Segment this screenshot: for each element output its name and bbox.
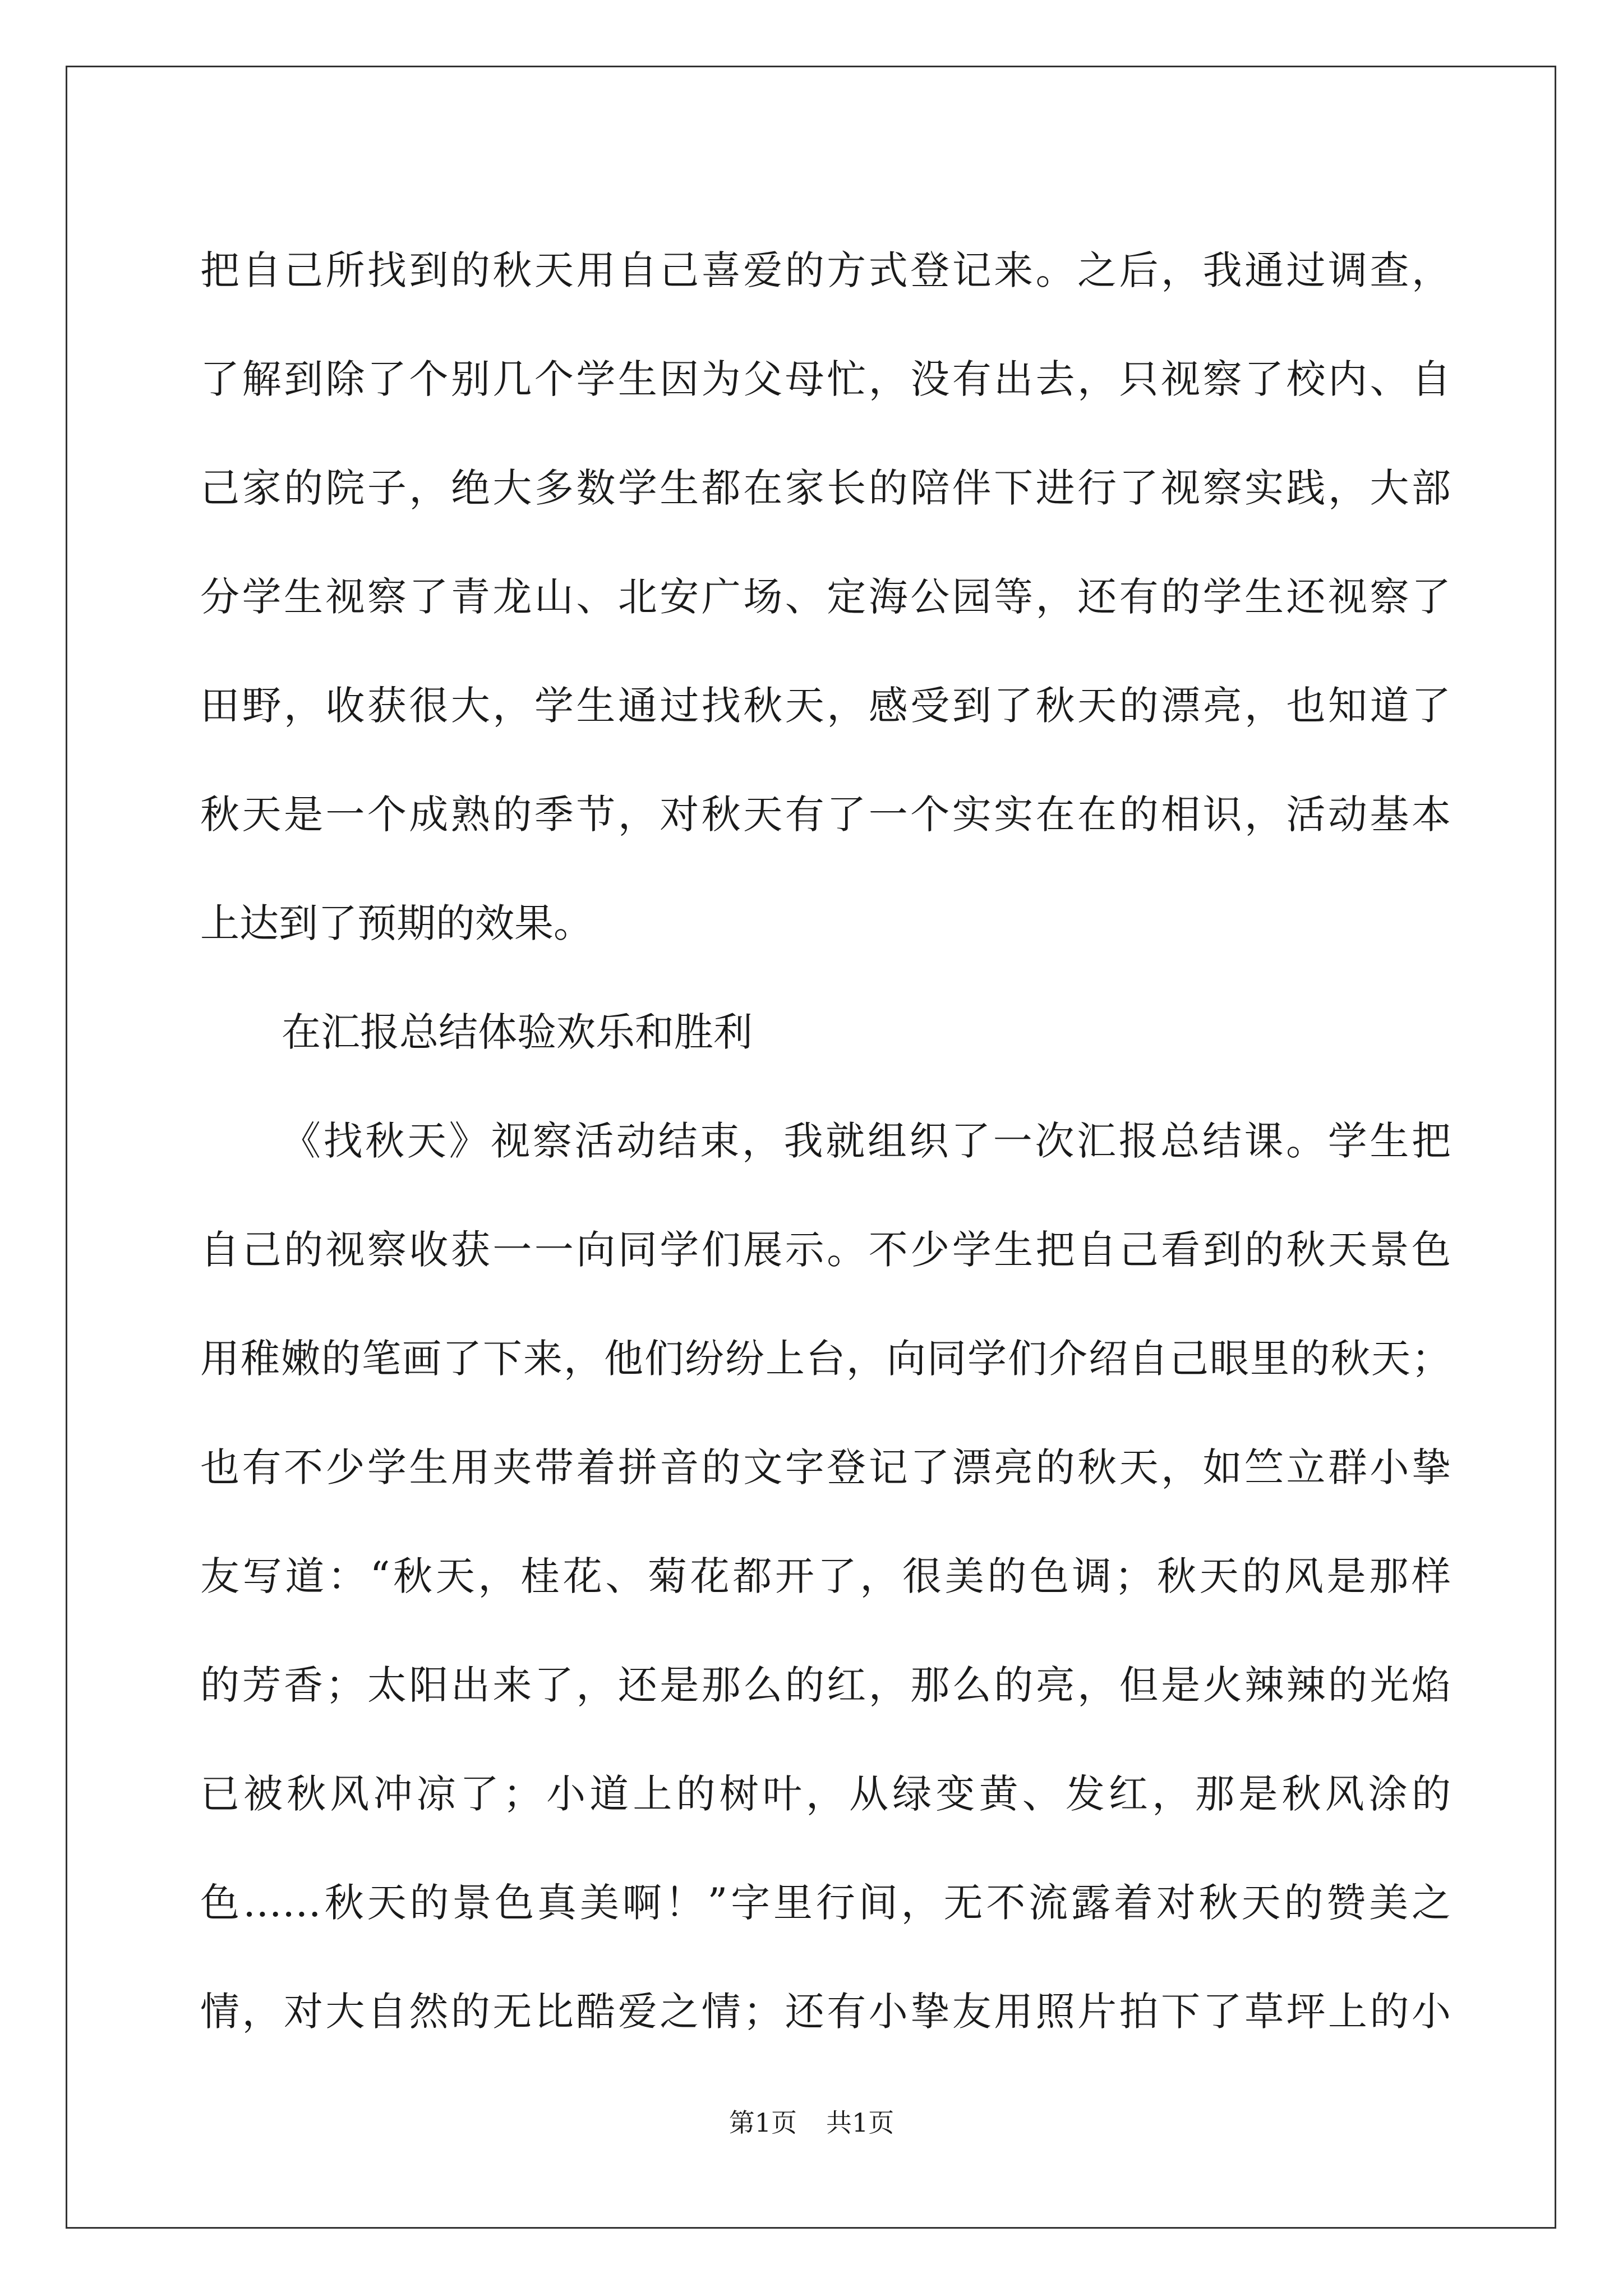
paragraph-line: 了解到除了个别几个学生因为父母忙，没有出去，只视察了校内、自 bbox=[200, 356, 1451, 402]
page-footer bbox=[0, 2102, 1623, 2139]
paragraph-line: 秋天是一个成熟的季节，对秋天有了一个实实在在的相识，活动基本 bbox=[200, 792, 1451, 838]
paragraph-line: 用稚嫩的笔画了下来，他们纷纷上台，向同学们介绍自己眼里的秋天； bbox=[200, 1336, 1451, 1382]
paragraph-line: 情，对大自然的无比酷爱之情；还有小挚友用照片拍下了草坪上的小 bbox=[200, 1989, 1451, 2035]
section-heading: 在汇报总结体验欢乐和胜利 bbox=[282, 1009, 753, 1055]
page-number-total: 共1页 bbox=[826, 2108, 895, 2138]
paragraph-line: 《找秋天》视察活动结束，我就组织了一次汇报总结课。学生把 bbox=[282, 1118, 1451, 1164]
paragraph-line: 分学生视察了青龙山、北安广场、定海公园等，还有的学生还视察了 bbox=[200, 574, 1451, 620]
document-body bbox=[200, 216, 1451, 2066]
paragraph-line: 把自己所找到的秋天用自己喜爱的方式登记来。之后，我通过调查， bbox=[200, 247, 1451, 293]
paragraph-line: 也有不少学生用夹带着拼音的文字登记了漂亮的秋天，如竺立群小挚 bbox=[200, 1444, 1451, 1490]
page-number-current: 第1页 bbox=[728, 2108, 797, 2138]
paragraph-line: 色……秋天的景色真美啊！”字里行间，无不流露着对秋天的赞美之 bbox=[200, 1880, 1451, 1926]
paragraph-line: 己家的院子，绝大多数学生都在家长的陪伴下进行了视察实践，大部 bbox=[200, 465, 1451, 511]
paragraph-line: 已被秋风冲凉了；小道上的树叶，从绿变黄、发红，那是秋风涂的 bbox=[200, 1771, 1451, 1817]
paragraph-line: 的芳香；太阳出来了，还是那么的红，那么的亮，但是火辣辣的光焰 bbox=[200, 1662, 1451, 1708]
paragraph-line: 田野，收获很大，学生通过找秋天，感受到了秋天的漂亮，也知道了 bbox=[200, 683, 1451, 729]
paragraph-line: 友写道：“秋天，桂花、菊花都开了，很美的色调；秋天的风是那样 bbox=[200, 1553, 1451, 1599]
paragraph-line: 上达到了预期的效果。 bbox=[200, 900, 593, 946]
paragraph-line: 自己的视察收获一一向同学们展示。不少学生把自己看到的秋天景色 bbox=[200, 1227, 1451, 1273]
